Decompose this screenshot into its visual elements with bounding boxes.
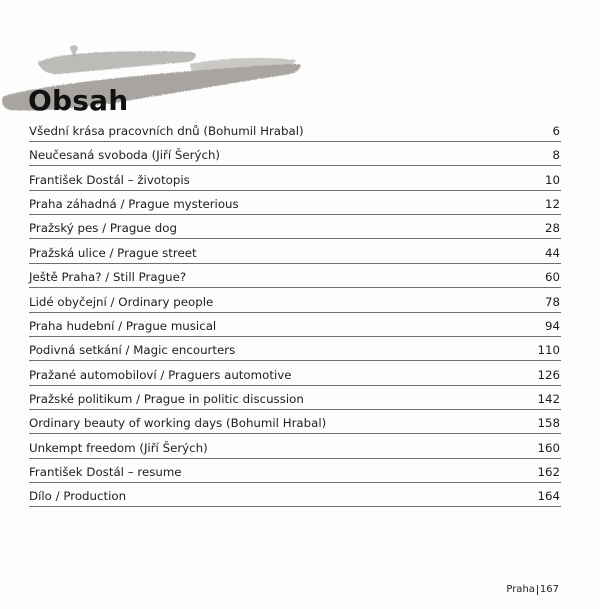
toc-entry-title: Unkempt freedom (Jiří Šerých) [29,440,208,455]
toc-entry-page: 28 [544,221,560,236]
toc-entry-title: Podivná setkání / Magic encourters [29,343,236,358]
toc-entry-title: František Dostál – resume [29,465,182,480]
toc-entry-page: 126 [537,367,560,382]
toc-entry-title: Neučesaná svoboda (Jiří Šerých) [29,148,221,163]
toc-entry-title: Ještě Praha? / Still Prague? [29,270,187,285]
toc-entry-page: 110 [537,343,560,358]
toc-entry [29,436,561,459]
toc-entry-page: 8 [552,148,560,163]
toc-entry-page: 60 [544,270,560,285]
toc-entry-title: Pražské politikum / Prague in politic discussion [29,391,304,406]
footer-section-name: Praha [506,584,535,595]
toc-entry-page: 164 [537,489,560,504]
toc-entry-page: 44 [544,245,560,260]
toc-entry-title: Pražská ulice / Prague street [29,245,197,260]
toc-entry-page: 94 [544,318,560,333]
toc-entry-page: 12 [544,197,560,212]
toc-entry-page: 78 [544,294,560,309]
toc-entry [29,363,561,386]
toc-entry-title: František Dostál – životopis [29,172,190,187]
toc-entry-page: 6 [552,124,560,138]
toc-entry [29,192,561,215]
toc-entry-title: Všední krása pracovních dnů (Bohumil Hrabal) [29,124,304,138]
toc-entry-title: Lidé obyčejní / Ordinary people [29,294,214,309]
toc-entry [29,168,561,191]
toc-entry [29,314,561,337]
table-of-contents [29,119,561,509]
toc-entry [29,216,561,239]
toc-entry [29,484,561,507]
toc-entry-page: 158 [537,416,560,431]
page-footer [506,584,559,595]
toc-entry [29,460,561,483]
toc-entry-title: Dílo / Production [29,489,127,504]
toc-entry [29,290,561,313]
toc-entry [29,265,561,288]
toc-entry [29,143,561,166]
toc-entry [29,119,561,142]
toc-entry-title: Praha záhadná / Prague mysterious [29,197,239,212]
footer-page-number: 167 [539,584,559,595]
toc-entry [29,411,561,434]
page-title: Obsah [28,84,129,117]
toc-entry [29,387,561,410]
toc-entry-title: Pražané automobiloví / Praguers automotive [29,367,292,382]
toc-entry-page: 142 [537,391,560,406]
toc-entry-page: 160 [537,440,560,455]
toc-entry-page: 10 [544,172,560,187]
toc-entry [29,338,561,361]
footer-divider [537,585,538,595]
toc-entry-title: Pražský pes / Prague dog [29,221,177,236]
toc-entry [29,241,561,264]
toc-entry-title: Ordinary beauty of working days (Bohumil Hrabal) [29,416,327,431]
toc-entry-title: Praha hudební / Prague musical [29,318,217,333]
toc-entry-page: 162 [537,465,560,480]
